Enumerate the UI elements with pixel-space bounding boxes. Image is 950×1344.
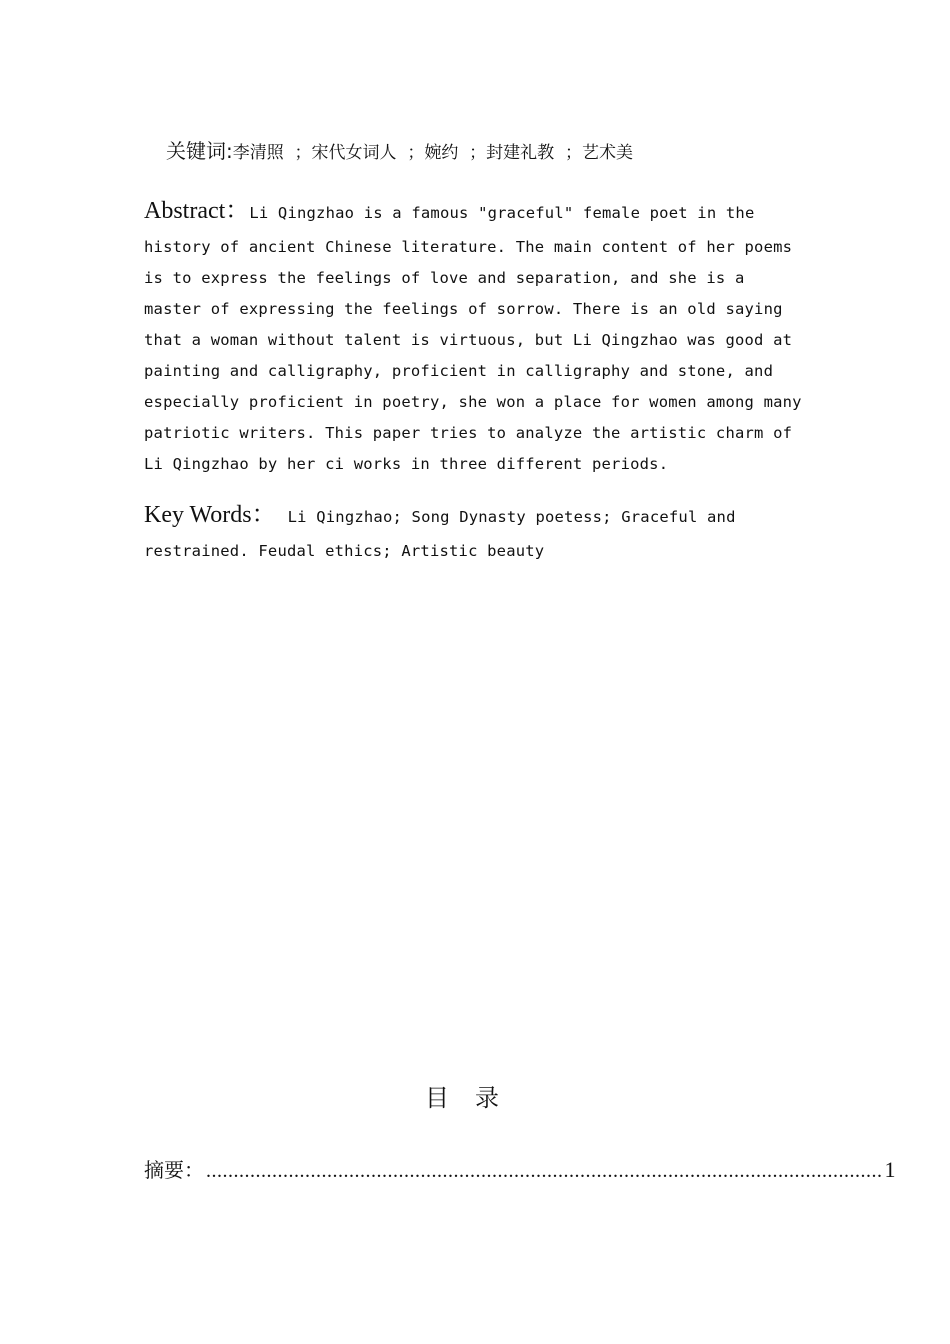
key-words-line: Li Qingzhao; Song Dynasty poetess; Graceful and [287,508,736,526]
toc-entry[interactable] [144,1154,896,1183]
abstract-line: Li Qingzhao is a famous "graceful" female poet in the [249,204,755,222]
toc-title: 目录 [425,1084,525,1112]
abstract-line: especially proficient in poetry, she won a place for women among many [144,393,802,411]
toc-leader-dots: ........................................................................................................................... [206,1160,883,1182]
key-words-line: restrained. Feudal ethics; Artistic beauty [144,542,545,560]
abstract-line: patriotic writers. This paper tries to analyze the artistic charm of [144,424,793,442]
abstract-line: master of expressing the feelings of sorrow. There is an old saying [144,300,783,318]
abstract-line: Li Qingzhao by her ci works in three different periods. [144,455,669,473]
chinese-keywords-label: 关键词: [166,139,233,163]
chinese-keywords-list: 李清照 ；宋代女词人 ；婉约 ；封建礼教 ；艺术美 [232,143,633,163]
abstract-line: painting and calligraphy, proficient in calligraphy and stone, and [144,362,774,380]
abstract-line: history of ancient Chinese literature. The main content of her poems [144,238,793,256]
toc-page-number[interactable]: 1 [884,1157,896,1182]
english-abstract [144,190,814,480]
abstract-heading: Abstract： [144,198,250,224]
abstract-line: that a woman without talent is virtuous, but Li Qingzhao was good at [144,331,793,349]
toc-entry-label[interactable]: 摘要： [144,1158,204,1182]
abstract-line: is to express the feelings of love and separation, and she is a [144,269,745,287]
english-keywords [144,494,814,567]
key-words-heading: Key Words： [144,502,276,528]
chinese-keywords [166,136,633,168]
